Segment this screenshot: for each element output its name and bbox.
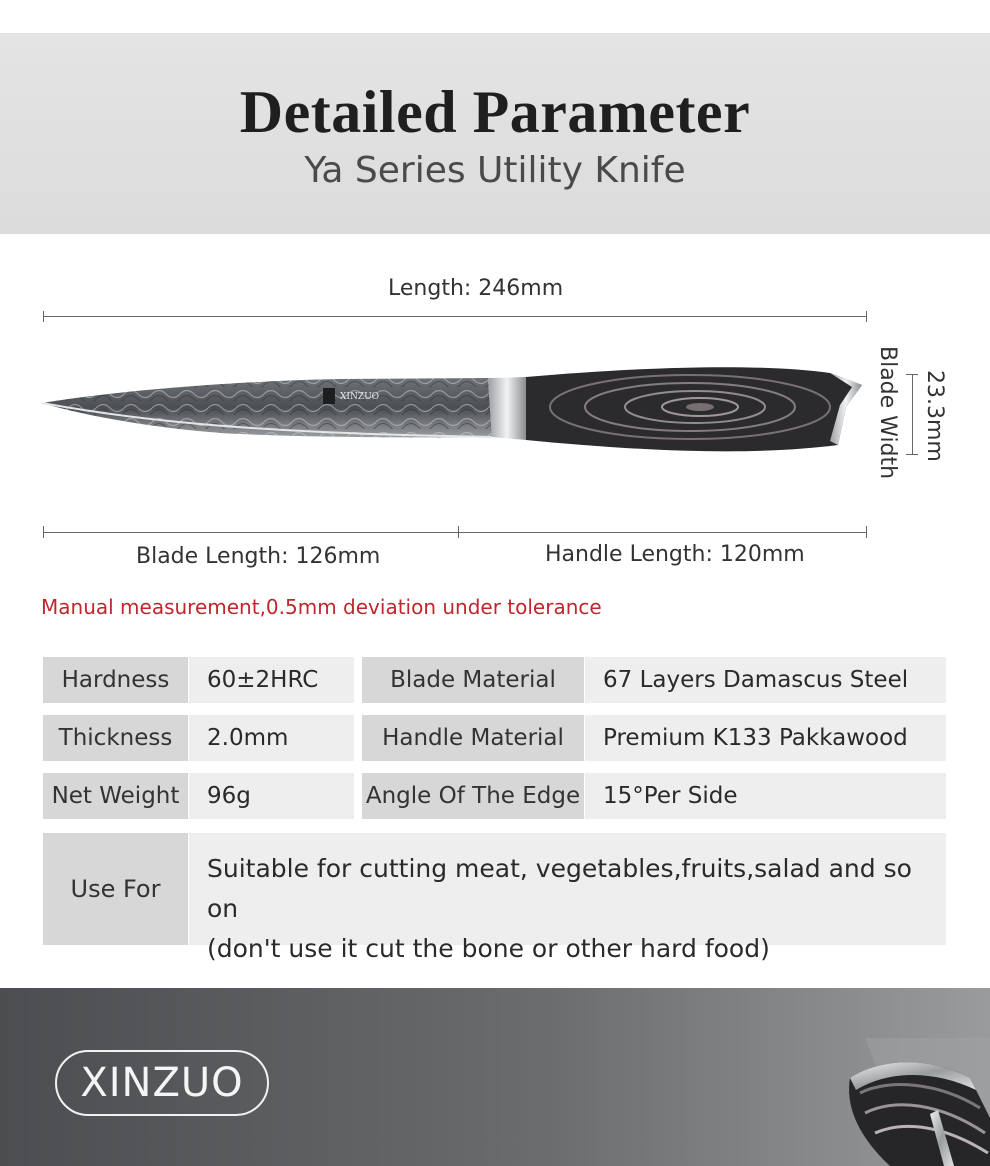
spec-value-use-for [189, 833, 946, 963]
length-tick-left [43, 311, 44, 322]
segment-tick-middle [458, 526, 459, 538]
spec-value-edge-angle: 15°Per Side [585, 773, 946, 819]
spec-label-handle-material: Handle Material [362, 715, 584, 761]
footer-banner [0, 988, 990, 1166]
brand-badge: XINZUO [55, 1050, 269, 1116]
width-dimension-line [912, 374, 913, 454]
segment-tick-right [866, 526, 867, 538]
knife-image [40, 345, 870, 465]
spec-label-use-for: Use For [43, 833, 188, 945]
blade-length-label: Blade Length: 126mm [136, 544, 381, 569]
knife-logo-text: XINZUO [340, 392, 380, 402]
page-subtitle: Ya Series Utility Knife [304, 150, 686, 191]
use-for-line-1: Suitable for cutting meat, vegetables,fruits,salad and so on [207, 854, 912, 923]
width-tick-bottom [906, 454, 918, 455]
length-tick-right [866, 311, 867, 322]
length-dimension-line [43, 316, 867, 317]
spec-value-thickness: 2.0mm [189, 715, 354, 761]
blade-width-value: 23.3mm [922, 370, 947, 462]
segment-dimension-line [43, 532, 867, 533]
blade-width-label: Blade Width [875, 346, 900, 480]
spec-label-edge-angle: Angle Of The Edge [362, 773, 584, 819]
spec-label-hardness: Hardness [43, 657, 188, 703]
spec-label-net-weight: Net Weight [43, 773, 188, 819]
spec-value-blade-material: 67 Layers Damascus Steel [585, 657, 946, 703]
footer-knife-image [820, 1038, 990, 1166]
spec-label-thickness: Thickness [43, 715, 188, 761]
spec-value-hardness: 60±2HRC [189, 657, 354, 703]
measurement-note: Manual measurement,0.5mm deviation under tolerance [41, 595, 602, 619]
spec-value-net-weight: 96g [189, 773, 354, 819]
segment-tick-left [43, 526, 44, 538]
length-label: Length: 246mm [388, 276, 564, 301]
page-title: Detailed Parameter [239, 79, 751, 145]
handle-length-label: Handle Length: 120mm [545, 542, 805, 567]
use-for-line-2: (don't use it cut the bone or other hard food) [207, 934, 770, 963]
spec-label-blade-material: Blade Material [362, 657, 584, 703]
spec-value-handle-material: Premium K133 Pakkawood [585, 715, 946, 761]
